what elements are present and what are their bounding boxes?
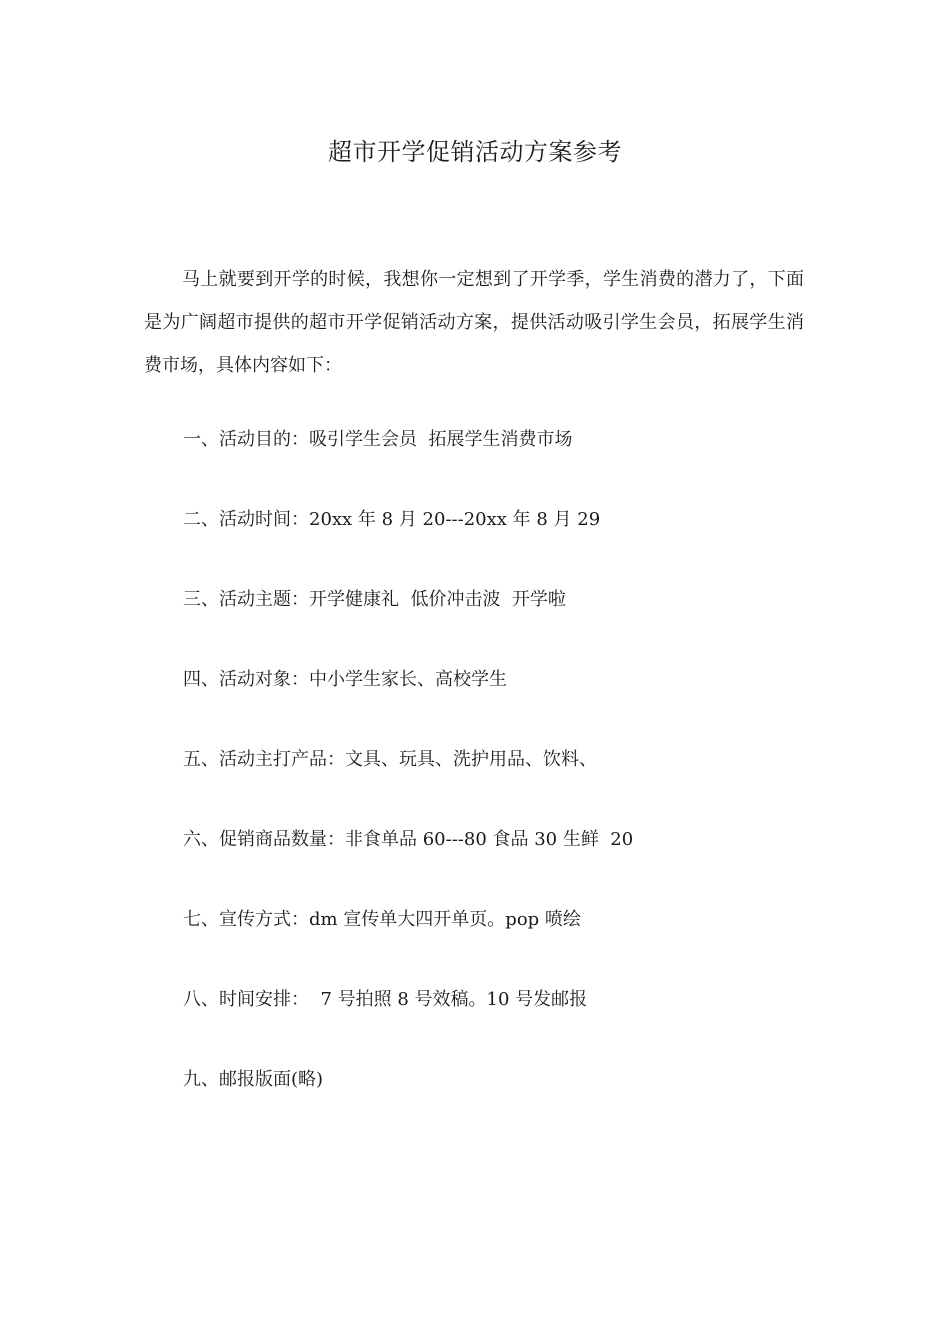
section-item-6: 六、促销商品数量：非食单品 60---80 食品 30 生鲜 20 xyxy=(183,829,634,850)
section-item-9: 九、邮报版面(略) xyxy=(183,1069,324,1090)
section-item-7: 七、宣传方式：dm 宣传单大四开单页。pop 喷绘 xyxy=(183,909,581,930)
document-title: 超市开学促销活动方案参考 xyxy=(328,138,622,166)
section-item-2: 二、活动时间：20xx 年 8 月 20---20xx 年 8 月 29 xyxy=(183,509,601,530)
section-item-4: 四、活动对象：中小学生家长、高校学生 xyxy=(183,669,507,690)
section-item-1: 一、活动目的：吸引学生会员 拓展学生消费市场 xyxy=(183,429,573,450)
section-list xyxy=(183,418,823,1138)
section-item-8: 八、时间安排： 7 号拍照 8 号效稿。10 号发邮报 xyxy=(183,989,588,1010)
section-item-5: 五、活动主打产品：文具、玩具、洗护用品、饮料、 xyxy=(183,749,597,770)
intro-paragraph: 马上就要到开学的时候，我想你一定想到了开学季，学生消费的潜力了，下面是为广阔超市提供的超市开学促销活动方案，提供活动吸引学生会员，拓展学生消费市场，具体内容如下： xyxy=(144,269,804,376)
section-item-3: 三、活动主题：开学健康礼 低价冲击波 开学啦 xyxy=(183,589,566,610)
